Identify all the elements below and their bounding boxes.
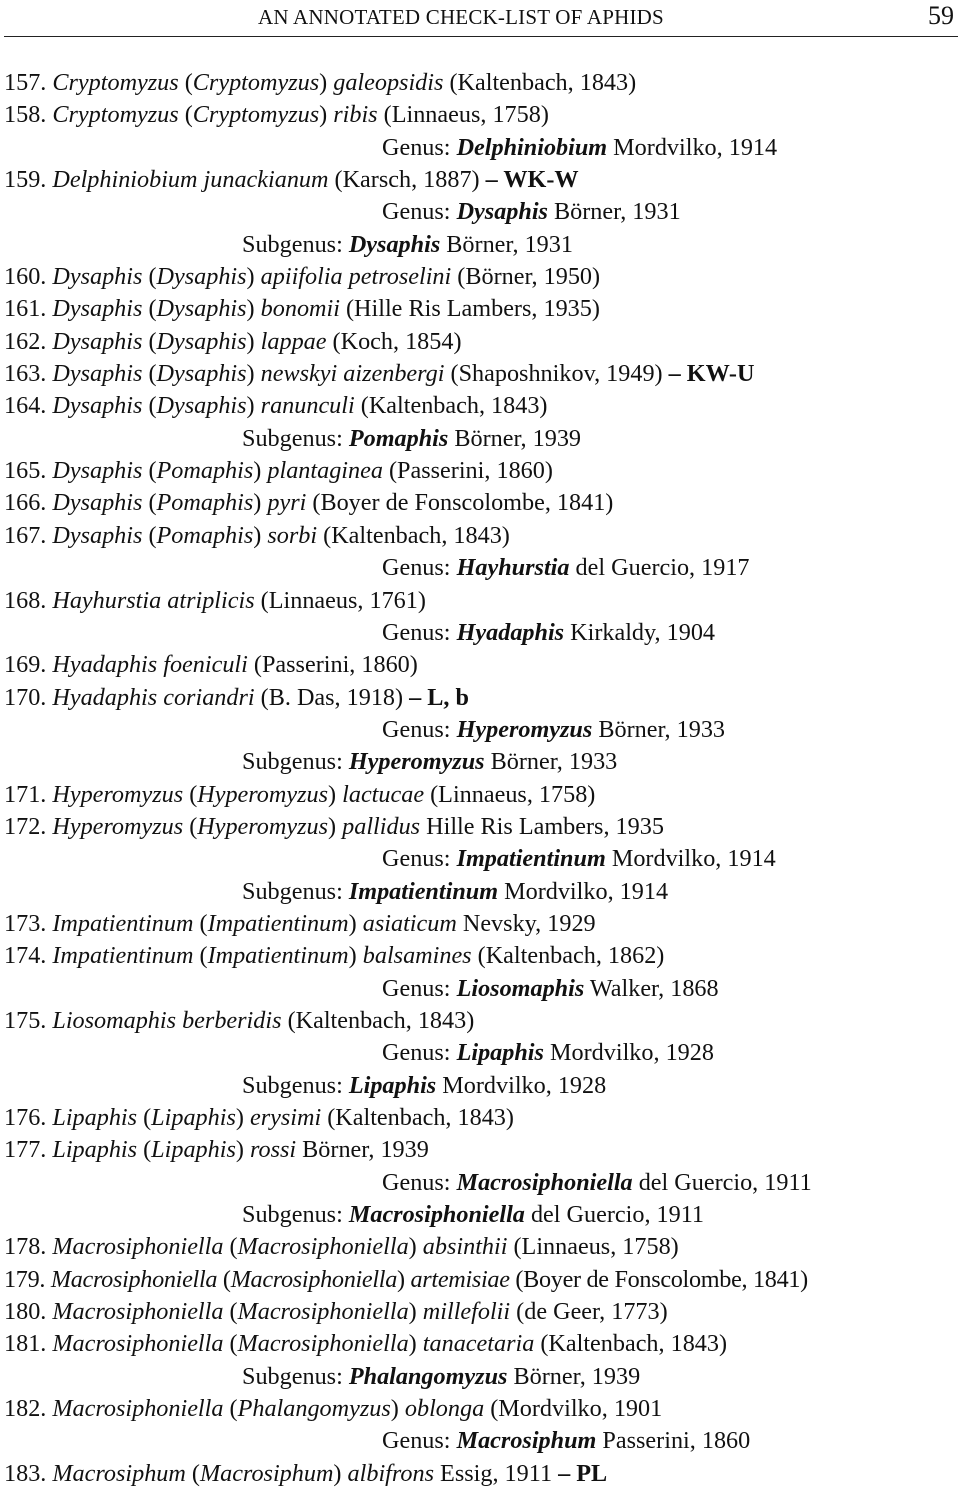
- taxon-name: Hayhurstia atriplicis: [52, 586, 255, 614]
- entry-text: 160.: [4, 263, 53, 291]
- entry-text: 177.: [4, 1136, 53, 1164]
- entry-text: ): [246, 295, 261, 323]
- entry-text: (Hille Ris Lambers, 1935): [339, 295, 600, 323]
- subgenus-heading: [0, 229, 960, 261]
- genus-heading: [0, 973, 960, 1005]
- entry-text: (Kaltenbach, 1843): [321, 1104, 514, 1131]
- taxon-name: Lipaphis: [151, 1104, 236, 1131]
- genus-heading: [0, 1037, 960, 1069]
- entry-text: (: [178, 69, 193, 96]
- entry-text: ): [235, 1104, 250, 1131]
- entry-text: 178.: [4, 1233, 53, 1261]
- subgenus-heading: [0, 1361, 960, 1393]
- page-header: [0, 0, 960, 38]
- taxon-name: Hyadaphis coriandri: [52, 683, 255, 711]
- entry-text: Walker, 1868: [584, 974, 719, 1002]
- entry-text: (Karsch, 1887): [328, 166, 486, 194]
- distribution-code: – KW-U: [668, 360, 755, 388]
- taxon-name: Phalangomyzus: [237, 1395, 391, 1423]
- entry-text: 179.: [4, 1265, 51, 1293]
- entry-text: Subgenus:: [242, 424, 349, 452]
- header-rule: [4, 36, 958, 37]
- subgenus-heading: [0, 1070, 960, 1102]
- entry-text: (Linnaeus, 1758): [507, 1233, 679, 1261]
- subgenus-heading: [0, 746, 960, 778]
- entry-text: Mordvilko, 1928: [543, 1039, 714, 1067]
- entry-text: Börner, 1933: [592, 715, 726, 743]
- entry-text: (Kaltenbach, 1843): [281, 1006, 475, 1034]
- species-entry: [0, 585, 960, 617]
- entry-text: Börner, 1933: [484, 748, 618, 776]
- genus-heading: [0, 132, 960, 164]
- entry-text: Genus:: [382, 1427, 457, 1455]
- species-entry: [0, 99, 960, 131]
- entry-text: 170.: [4, 683, 53, 711]
- taxon-name: pyri: [267, 489, 307, 517]
- entry-text: Genus:: [382, 715, 457, 743]
- checklist-body: [0, 67, 960, 1490]
- entry-text: 169.: [4, 651, 53, 679]
- species-entry: [0, 390, 960, 422]
- entry-text: ): [333, 1459, 348, 1487]
- species-entry: [0, 1231, 960, 1263]
- taxon-name: rossi: [249, 1136, 297, 1164]
- taxon-name: Impatientinum: [207, 942, 349, 970]
- taxon-name: oblonga: [404, 1395, 485, 1423]
- entry-text: (: [185, 1459, 200, 1487]
- taxon-name: erysimi: [249, 1104, 322, 1131]
- entry-text: (Linnaeus, 1758): [424, 780, 596, 808]
- taxon-name: Cryptomyzus: [192, 69, 320, 96]
- taxon-name: Pomaphis: [156, 521, 254, 549]
- taxon-name: galeopsidis: [333, 69, 444, 96]
- taxon-name: Dysaphis: [52, 521, 143, 549]
- species-entry: [0, 1328, 960, 1360]
- entry-text: (Passerini, 1860): [247, 651, 418, 679]
- entry-text: del Guercio, 1917: [569, 554, 750, 582]
- taxon-name: sorbi: [267, 521, 318, 549]
- entry-text: Mordvilko, 1914: [498, 877, 669, 905]
- species-entry: [0, 1134, 960, 1166]
- entry-text: Mordvilko, 1928: [436, 1071, 607, 1099]
- entry-text: (de Geer, 1773): [510, 1298, 668, 1326]
- genus-heading: [0, 1167, 960, 1199]
- species-entry: [0, 940, 960, 972]
- taxon-name: artemisiae: [410, 1265, 510, 1293]
- taxon-name: millefolii: [422, 1298, 511, 1326]
- taxon-name-bold: Impatientinum: [456, 845, 606, 873]
- taxon-name: Dysaphis: [52, 457, 143, 485]
- taxon-name: ranunculi: [260, 392, 355, 420]
- entry-text: Hille Ris Lambers, 1935: [420, 812, 664, 840]
- taxon-name: Macrosiphoniella: [237, 1233, 409, 1261]
- entry-text: ): [408, 1233, 423, 1261]
- taxon-name: Hyadaphis foeniculi: [52, 651, 248, 679]
- taxon-name: bonomii: [260, 295, 340, 323]
- taxon-name: Dysaphis: [52, 360, 143, 388]
- entry-text: Genus:: [382, 198, 457, 226]
- entry-text: del Guercio, 1911: [524, 1201, 705, 1229]
- entry-text: (: [142, 457, 157, 485]
- entry-text: (Kaltenbach, 1843): [534, 1330, 728, 1358]
- entry-text: (: [137, 1104, 152, 1131]
- taxon-name: absinthii: [422, 1233, 508, 1261]
- taxon-name: Cryptomyzus: [52, 69, 179, 96]
- species-entry: [0, 1458, 960, 1490]
- species-entry: [0, 1102, 960, 1134]
- entry-text: ): [253, 489, 268, 517]
- subgenus-heading: [0, 1199, 960, 1231]
- subgenus-heading: [0, 423, 960, 455]
- taxon-name: asiaticum: [362, 909, 457, 937]
- entry-text: Genus:: [382, 133, 457, 161]
- species-entry: [0, 649, 960, 681]
- taxon-name: Macrosiphoniella: [237, 1330, 409, 1358]
- entry-text: (: [142, 489, 157, 517]
- entry-text: (: [183, 812, 198, 840]
- entry-text: 181.: [4, 1330, 53, 1358]
- entry-text: Börner, 1939: [296, 1136, 429, 1164]
- species-entry: [0, 261, 960, 293]
- entry-text: (: [142, 360, 157, 388]
- entry-text: (: [223, 1395, 238, 1423]
- taxon-name: Impatientinum: [52, 942, 194, 970]
- taxon-name: lactucae: [342, 780, 425, 808]
- entry-text: ): [246, 360, 261, 388]
- entry-text: (: [142, 521, 157, 549]
- entry-text: del Guercio, 1911: [632, 1168, 812, 1196]
- running-title: AN ANNOTATED CHECK-LIST OF APHIDS: [258, 5, 664, 29]
- entry-text: 158.: [4, 101, 53, 129]
- taxon-name-bold: Hayhurstia: [456, 554, 570, 582]
- taxon-name: Dysaphis: [52, 263, 143, 291]
- taxon-name: plantaginea: [267, 457, 383, 485]
- entry-text: (Kaltenbach, 1843): [317, 521, 510, 549]
- entry-text: 166.: [4, 489, 53, 517]
- taxon-name: Cryptomyzus: [52, 101, 179, 129]
- entry-text: Börner, 1939: [448, 424, 582, 452]
- entry-text: ): [246, 327, 261, 355]
- taxon-name: Impatientinum: [207, 909, 349, 937]
- taxon-name: Dysaphis: [52, 295, 143, 323]
- entry-text: ): [408, 1330, 423, 1358]
- taxon-name: Hyperomyzus: [197, 780, 329, 808]
- page-number: 59: [928, 1, 954, 30]
- taxon-name: Pomaphis: [156, 457, 254, 485]
- entry-text: 159.: [4, 166, 53, 194]
- entry-text: Subgenus:: [242, 877, 349, 905]
- entry-text: (Börner, 1950): [451, 263, 601, 291]
- entry-text: 157.: [4, 69, 53, 96]
- entry-text: ): [348, 909, 363, 937]
- species-entry: [0, 908, 960, 940]
- entry-text: 182.: [4, 1395, 53, 1423]
- species-entry: [0, 520, 960, 552]
- species-entry: [0, 811, 960, 843]
- distribution-code: – L, b: [409, 683, 469, 711]
- taxon-name: Lipaphis: [52, 1104, 138, 1131]
- entry-text: Subgenus:: [242, 1071, 349, 1099]
- entry-text: 161.: [4, 295, 53, 323]
- entry-text: 171.: [4, 780, 53, 808]
- entry-text: Passerini, 1860: [596, 1427, 751, 1455]
- distribution-code: – PL: [558, 1459, 608, 1487]
- entry-text: 172.: [4, 812, 53, 840]
- species-entry: [0, 164, 960, 196]
- taxon-name-bold: Dysaphis: [456, 198, 548, 226]
- entry-text: ): [253, 521, 268, 549]
- taxon-name: Pomaphis: [156, 489, 254, 517]
- entry-text: (Shaposhnikov, 1949): [444, 360, 669, 388]
- taxon-name: Dysaphis: [156, 263, 247, 291]
- entry-text: ): [246, 392, 261, 420]
- taxon-name: pallidus: [342, 812, 421, 840]
- taxon-name: newskyi aizenbergi: [260, 360, 445, 388]
- species-entry: [0, 67, 960, 99]
- species-entry: [0, 779, 960, 811]
- entry-text: (B. Das, 1918): [254, 683, 410, 711]
- entry-text: Subgenus:: [242, 748, 349, 776]
- genus-heading: [0, 714, 960, 746]
- taxon-name-bold: Dysaphis: [348, 230, 441, 258]
- entry-text: (Linnaeus, 1761): [254, 586, 426, 614]
- entry-text: ): [408, 1298, 423, 1326]
- taxon-name: Macrosiphoniella: [52, 1233, 224, 1261]
- entry-text: ): [348, 942, 363, 970]
- entry-text: Kirkaldy, 1904: [564, 618, 716, 646]
- entry-text: (Linnaeus, 1758): [377, 101, 549, 129]
- entry-text: 168.: [4, 586, 53, 614]
- entry-text: (: [142, 327, 157, 355]
- entry-text: (Passerini, 1860): [382, 457, 553, 485]
- species-entry: [0, 1296, 960, 1328]
- entry-text: ): [319, 101, 334, 129]
- taxon-name: Macrosiphum: [199, 1459, 334, 1487]
- taxon-name-bold: Lipaphis: [456, 1039, 544, 1067]
- taxon-name-bold: Delphiniobium: [456, 133, 608, 161]
- entry-text: (: [223, 1298, 238, 1326]
- entry-text: (: [142, 392, 157, 420]
- taxon-name: Dysaphis: [52, 392, 143, 420]
- entry-text: Börner, 1939: [507, 1362, 641, 1390]
- entry-text: 165.: [4, 457, 53, 485]
- entry-text: 180.: [4, 1298, 53, 1326]
- entry-text: 163.: [4, 360, 53, 388]
- entry-text: Subgenus:: [242, 230, 349, 258]
- entry-text: Genus:: [382, 1039, 457, 1067]
- taxon-name: Dysaphis: [52, 489, 143, 517]
- entry-text: (: [193, 909, 208, 937]
- taxon-name-bold: Macrosiphum: [456, 1427, 597, 1455]
- entry-text: 164.: [4, 392, 53, 420]
- species-entry: [0, 1005, 960, 1037]
- species-entry: [0, 682, 960, 714]
- taxon-name: Impatientinum: [52, 909, 194, 937]
- entry-text: 173.: [4, 909, 53, 937]
- species-entry: [0, 293, 960, 325]
- species-entry: [0, 1393, 960, 1425]
- entry-text: (: [193, 942, 208, 970]
- taxon-name: Dysaphis: [156, 360, 247, 388]
- entry-text: Nevsky, 1929: [456, 909, 596, 937]
- entry-text: ): [235, 1136, 250, 1164]
- entry-text: (Mordvilko, 1901: [484, 1395, 663, 1423]
- taxon-name: Lipaphis: [151, 1136, 236, 1164]
- taxon-name: Macrosiphoniella: [52, 1330, 224, 1358]
- entry-text: Mordvilko, 1914: [607, 133, 778, 161]
- taxon-name: Hyperomyzus: [52, 780, 184, 808]
- taxon-name-bold: Hyadaphis: [456, 618, 565, 646]
- taxon-name: Macrosiphum: [52, 1459, 186, 1487]
- entry-text: 174.: [4, 942, 53, 970]
- entry-text: Börner, 1931: [440, 230, 573, 258]
- taxon-name: Macrosiphoniella: [52, 1395, 224, 1423]
- taxon-name-bold: Hyperomyzus: [348, 748, 485, 776]
- taxon-name: Macrosiphoniella: [50, 1265, 218, 1293]
- entry-text: (: [223, 1330, 238, 1358]
- taxon-name-bold: Pomaphis: [348, 424, 449, 452]
- entry-text: (: [142, 295, 157, 323]
- taxon-name: Macrosiphoniella: [237, 1298, 409, 1326]
- entry-text: (: [223, 1233, 238, 1261]
- entry-text: Börner, 1931: [547, 198, 681, 226]
- species-entry: [0, 1264, 960, 1296]
- taxon-name: Hyperomyzus: [52, 812, 184, 840]
- entry-text: Subgenus:: [242, 1362, 349, 1390]
- entry-text: 162.: [4, 327, 53, 355]
- species-entry: [0, 487, 960, 519]
- genus-heading: [0, 552, 960, 584]
- taxon-name: Dysaphis: [52, 327, 143, 355]
- entry-text: ): [328, 812, 343, 840]
- entry-text: Genus:: [382, 845, 457, 873]
- entry-text: (Koch, 1854): [326, 327, 462, 355]
- taxon-name-bold: Phalangomyzus: [348, 1362, 508, 1390]
- distribution-code: – WK-W: [485, 166, 579, 194]
- taxon-name-bold: Lipaphis: [348, 1071, 437, 1099]
- entry-text: Essig, 1911: [434, 1459, 559, 1487]
- taxon-name: Dysaphis: [156, 327, 247, 355]
- genus-heading: [0, 617, 960, 649]
- subgenus-heading: [0, 876, 960, 908]
- taxon-name-bold: Macrosiphoniella: [456, 1168, 633, 1196]
- entry-text: ): [390, 1395, 405, 1423]
- entry-text: Genus:: [382, 618, 457, 646]
- entry-text: ): [328, 780, 343, 808]
- genus-heading: [0, 843, 960, 875]
- taxon-name: Macrosiphoniella: [230, 1265, 397, 1293]
- taxon-name: Lipaphis: [52, 1136, 138, 1164]
- taxon-name: apiifolia petroselini: [260, 263, 452, 291]
- entry-text: Mordvilko, 1914: [605, 845, 776, 873]
- genus-heading: [0, 196, 960, 228]
- species-entry: [0, 358, 960, 390]
- species-entry: [0, 326, 960, 358]
- species-entry: [0, 455, 960, 487]
- entry-text: 176.: [4, 1104, 53, 1131]
- entry-text: Genus:: [382, 1168, 457, 1196]
- taxon-name: tanacetaria: [422, 1330, 535, 1358]
- entry-text: Genus:: [382, 554, 457, 582]
- entry-text: 183.: [4, 1459, 53, 1487]
- taxon-name: lappae: [260, 327, 327, 355]
- taxon-name: ribis: [333, 101, 378, 129]
- entry-text: ): [397, 1265, 411, 1293]
- taxon-name-bold: Liosomaphis: [456, 974, 585, 1002]
- entry-text: (: [178, 101, 193, 129]
- entry-text: ): [319, 69, 334, 96]
- entry-text: Subgenus:: [242, 1201, 349, 1229]
- taxon-name: Hyperomyzus: [197, 812, 329, 840]
- entry-text: (Boyer de Fonscolombe, 1841): [509, 1265, 808, 1293]
- taxon-name: Dysaphis: [156, 392, 247, 420]
- taxon-name: Dysaphis: [156, 295, 247, 323]
- taxon-name: Macrosiphoniella: [52, 1298, 224, 1326]
- entry-text: (Kaltenbach, 1843): [354, 392, 548, 420]
- entry-text: (: [142, 263, 157, 291]
- taxon-name-bold: Impatientinum: [348, 877, 499, 905]
- entry-text: (: [217, 1265, 231, 1293]
- entry-text: (Kaltenbach, 1843): [443, 69, 637, 96]
- entry-text: 167.: [4, 521, 53, 549]
- entry-text: (: [137, 1136, 152, 1164]
- taxon-name: Cryptomyzus: [192, 101, 320, 129]
- entry-text: 175.: [4, 1006, 53, 1034]
- taxon-name: balsamines: [362, 942, 472, 970]
- entry-text: (Kaltenbach, 1862): [471, 942, 665, 970]
- entry-text: (Boyer de Fonscolombe, 1841): [306, 489, 614, 517]
- taxon-name-bold: Hyperomyzus: [456, 715, 593, 743]
- entry-text: (: [183, 780, 198, 808]
- taxon-name-bold: Macrosiphoniella: [348, 1201, 525, 1229]
- taxon-name: Delphiniobium junackianum: [52, 166, 329, 194]
- entry-text: ): [246, 263, 261, 291]
- entry-text: Genus:: [382, 974, 457, 1002]
- genus-heading: [0, 1425, 960, 1457]
- entry-text: ): [253, 457, 268, 485]
- taxon-name: Liosomaphis berberidis: [52, 1006, 282, 1034]
- taxon-name: albifrons: [347, 1459, 434, 1487]
